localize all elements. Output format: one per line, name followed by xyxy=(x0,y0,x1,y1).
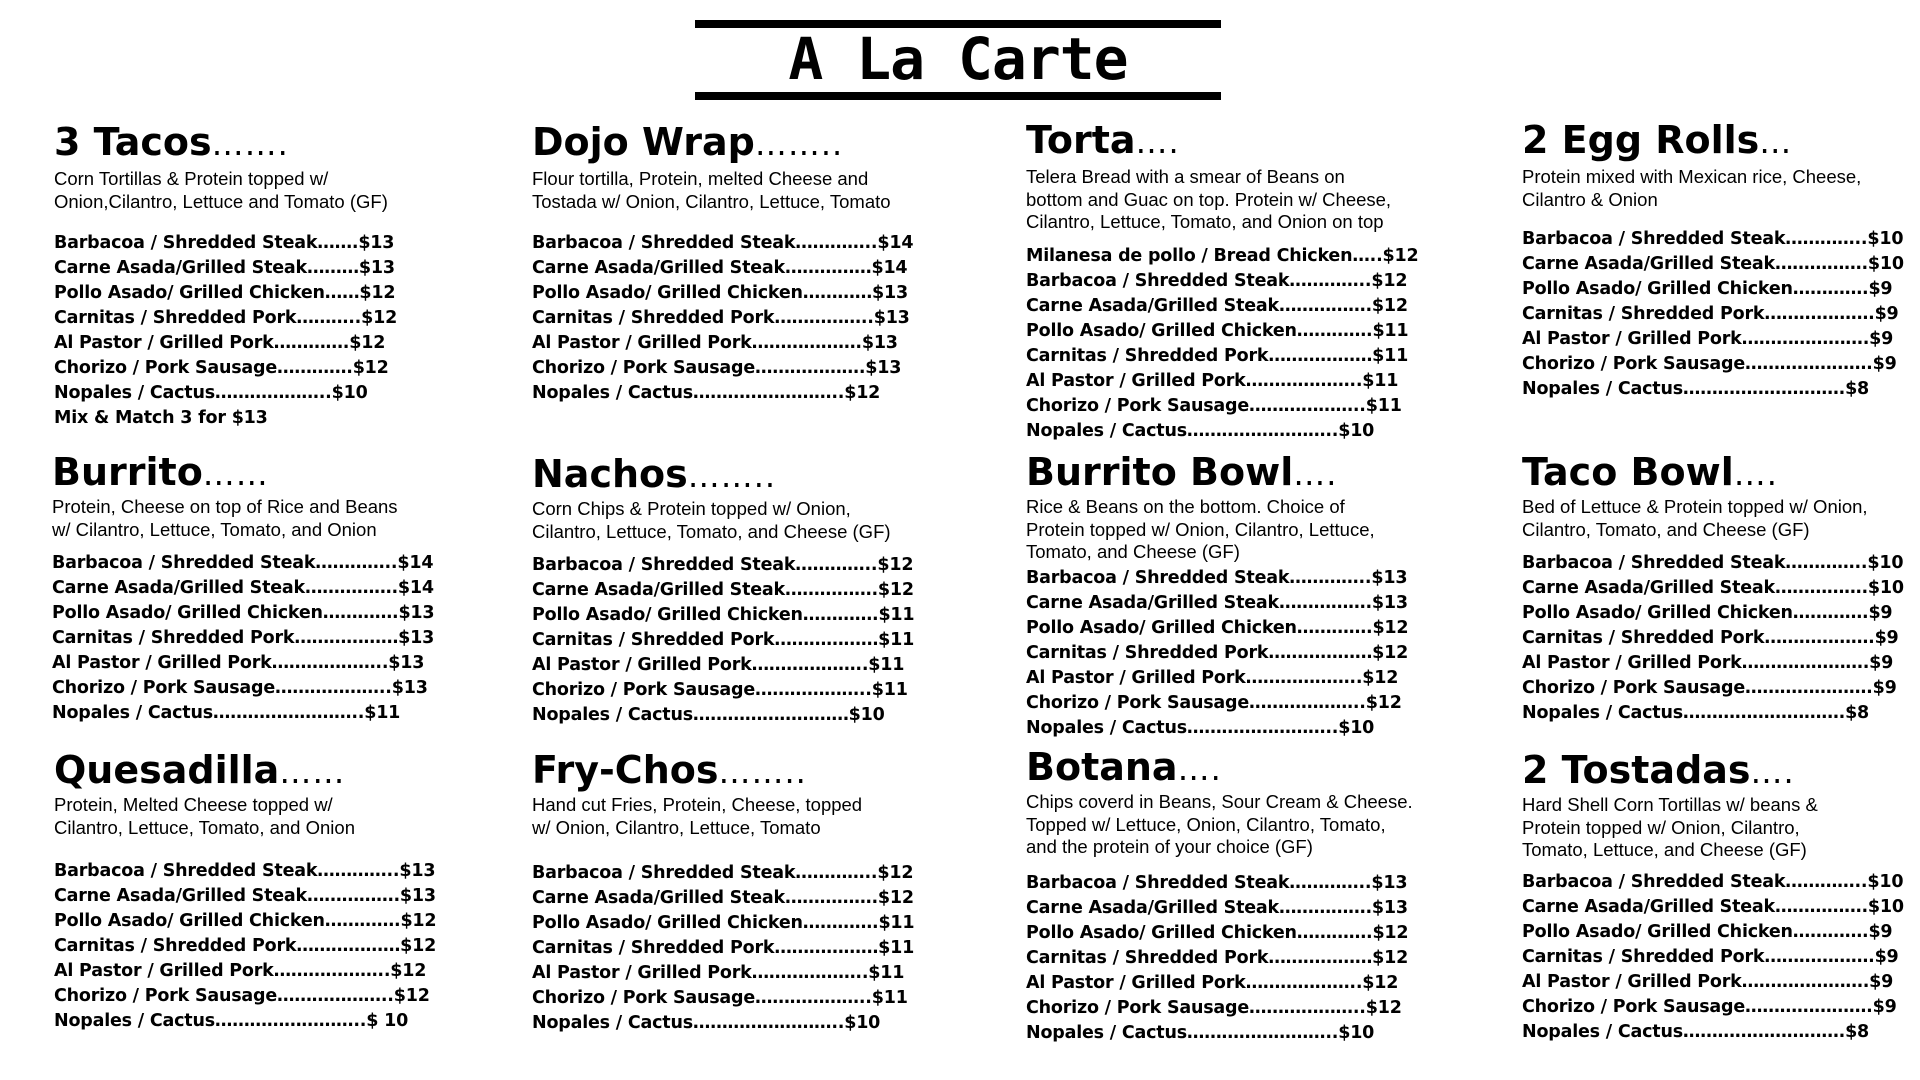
title-dots: …. xyxy=(1733,455,1778,493)
description-line: Protein, Cheese on top of Rice and Beans xyxy=(52,496,398,517)
price-item: Chorizo / Pork Sausage………………….$9 xyxy=(1522,678,1897,698)
title-dots: …….. xyxy=(718,753,807,791)
price-item: Carne Asada/Grilled Steak…………….$10 xyxy=(1522,896,1904,917)
section-description xyxy=(1026,166,1418,234)
price-item: Barbacoa / Shredded Steak…………..$14 xyxy=(532,233,914,253)
menu-section-tostadas xyxy=(1522,748,1904,1045)
section-description xyxy=(1026,791,1413,859)
price-list xyxy=(1026,566,1408,741)
description-line: Corn Tortillas & Protein topped w/ xyxy=(54,168,329,189)
price-item: Pollo Asado/ Grilled Chicken………….$12 xyxy=(1026,617,1409,638)
section-title-text: 3 Tacos xyxy=(54,120,212,164)
section-title xyxy=(1522,748,1904,794)
price-item: Barbacoa / Shredded Steak…………..$14 xyxy=(52,553,434,573)
section-title xyxy=(532,748,914,794)
price-item: Al Pastor / Grilled Pork………………….$9 xyxy=(1522,653,1894,673)
title-dots: …… xyxy=(279,753,346,791)
section-description xyxy=(532,498,914,543)
title-dots: … xyxy=(1759,123,1793,161)
price-item: Nopales / Cactus……………………….$8 xyxy=(1522,703,1870,723)
price-item: Nopales / Cactus……………………..$10 xyxy=(1026,717,1375,738)
price-item: Pollo Asado/ Grilled Chicken………….$9 xyxy=(1522,921,1893,942)
price-item: Chorizo / Pork Sausage………………..$11 xyxy=(532,988,908,1008)
price-item: Barbacoa / Shredded Steak…………..$13 xyxy=(54,861,436,881)
title-dots: …….. xyxy=(754,125,844,163)
price-item: Pollo Asado/ Grilled Chicken……$12 xyxy=(54,283,396,303)
price-item: Carne Asada/Grilled Steak………$13 xyxy=(54,258,395,278)
price-item: Al Pastor / Grilled Pork………………….$9 xyxy=(1522,329,1894,349)
description-line: Tostada w/ Onion, Cilantro, Lettuce, Tomato xyxy=(532,190,891,212)
price-item: Carnitas / Shredded Pork……………….$9 xyxy=(1522,946,1899,967)
menu-section-egg-rolls xyxy=(1522,118,1904,402)
price-item: Chorizo / Pork Sausage………………….$9 xyxy=(1522,996,1897,1017)
title-dots: …….. xyxy=(687,457,777,495)
price-list xyxy=(532,231,913,406)
price-item: Carne Asada/Grilled Steak…………….$14 xyxy=(52,578,434,598)
price-item: Al Pastor / Grilled Pork………….$12 xyxy=(54,333,386,353)
description-line: Bed of Lettuce & Protein topped w/ Onion, xyxy=(1522,496,1868,517)
section-description xyxy=(1522,496,1904,541)
description-line: Tomato, Lettuce, and Cheese (GF) xyxy=(1522,839,1807,860)
price-item: Nopales / Cactus……………………….$8 xyxy=(1522,379,1870,399)
price-item: Nopales / Cactus……………………..$12 xyxy=(532,383,881,403)
price-item: Chorizo / Pork Sausage………………..$12 xyxy=(54,986,430,1006)
price-item: Milanesa de pollo / Bread Chicken…..$12 xyxy=(1026,245,1419,266)
title-dots: …… xyxy=(202,455,269,493)
price-item: Al Pastor / Grilled Pork………………..$12 xyxy=(1026,667,1399,688)
menu-section-burrito-bowl xyxy=(1026,450,1408,741)
price-item: Barbacoa / Shredded Steak…………..$13 xyxy=(1026,567,1408,588)
description-line: Telera Bread with a smear of Beans on xyxy=(1026,166,1345,187)
section-title-text: Quesadilla xyxy=(54,748,280,792)
description-line: Cilantro, Tomato, and Cheese (GF) xyxy=(1522,518,1810,540)
price-item: Pollo Asado/ Grilled Chicken………….$11 xyxy=(1026,320,1409,341)
price-list xyxy=(52,551,434,726)
price-item: Pollo Asado/ Grilled Chicken………….$12 xyxy=(54,911,437,931)
price-item: Carne Asada/Grilled Steak…………….$13 xyxy=(1026,592,1408,613)
section-title xyxy=(1522,450,1904,496)
price-item: Carnitas / Shredded Pork……………….$9 xyxy=(1522,304,1899,324)
price-list xyxy=(1522,227,1904,402)
price-item: Pollo Asado/ Grilled Chicken………….$12 xyxy=(1026,922,1409,943)
price-item: Chorizo / Pork Sausage………………..$12 xyxy=(1026,692,1402,713)
description-line: Rice & Beans on the bottom. Choice of xyxy=(1026,496,1345,517)
price-item: Nopales / Cactus………………..$10 xyxy=(54,383,368,403)
description-line: Topped w/ Lettuce, Onion, Cilantro, Tomato, xyxy=(1026,813,1386,835)
price-item: Carnitas / Shredded Pork………..$12 xyxy=(54,308,398,328)
price-item: Nopales / Cactus……………………..$ 10 xyxy=(54,1011,409,1031)
price-item: Mix & Match 3 for $13 xyxy=(54,408,268,428)
title-dots: …. xyxy=(1293,455,1338,493)
price-list xyxy=(532,861,914,1036)
price-item: Pollo Asado/ Grilled Chicken………….$9 xyxy=(1522,603,1893,623)
section-description xyxy=(1026,496,1408,564)
price-item: Al Pastor / Grilled Pork………………..$11 xyxy=(532,655,905,675)
price-list xyxy=(1522,870,1904,1045)
price-list xyxy=(54,231,397,431)
price-item: Al Pastor / Grilled Pork……………….$13 xyxy=(532,333,898,353)
price-item: Carnitas / Shredded Pork……………..$13 xyxy=(532,308,910,328)
section-description xyxy=(52,496,434,541)
price-list xyxy=(1026,244,1418,444)
description-line: Protein, Melted Cheese topped w/ xyxy=(54,794,333,815)
section-title-text: Nachos xyxy=(532,452,688,496)
price-item: Nopales / Cactus………………………$10 xyxy=(532,705,885,725)
section-title-text: Botana xyxy=(1026,745,1178,789)
page-title: A La Carte xyxy=(695,20,1221,100)
price-item: Chorizo / Pork Sausage………………..$12 xyxy=(1026,997,1402,1018)
price-item: Carne Asada/Grilled Steak…………….$13 xyxy=(1026,897,1408,918)
section-title xyxy=(1026,450,1408,496)
price-item: Nopales / Cactus……………………..$10 xyxy=(1026,420,1375,441)
description-line: Hard Shell Corn Tortillas w/ beans & xyxy=(1522,794,1818,815)
price-list xyxy=(54,859,436,1034)
price-item: Pollo Asado/ Grilled Chicken………….$9 xyxy=(1522,279,1893,299)
menu-section-taco-bowl xyxy=(1522,450,1904,726)
price-item: Carne Asada/Grilled Steak…………….$10 xyxy=(1522,578,1904,598)
price-item: Nopales / Cactus……………………..$10 xyxy=(1026,1022,1375,1043)
price-item: Carnitas / Shredded Pork………………$12 xyxy=(54,936,437,956)
price-item: Barbacoa / Shredded Steak…………..$13 xyxy=(1026,872,1408,893)
section-title-text: Burrito Bowl xyxy=(1026,450,1294,494)
description-line: Flour tortilla, Protein, melted Cheese and xyxy=(532,168,869,189)
menu-section-quesadilla xyxy=(54,748,436,1034)
description-line: Corn Chips & Protein topped w/ Onion, xyxy=(532,498,851,519)
price-item: Carnitas / Shredded Pork………………$12 xyxy=(1026,947,1409,968)
price-item: Carne Asada/Grilled Steak…………….$12 xyxy=(1026,295,1408,316)
price-item: Pollo Asado/ Grilled Chicken…………$13 xyxy=(532,283,908,303)
menu-section-dojo-wrap xyxy=(532,120,913,406)
price-item: Pollo Asado/ Grilled Chicken………….$13 xyxy=(52,603,435,623)
price-item: Barbacoa / Shredded Steak…………..$12 xyxy=(532,555,914,575)
description-line: Cilantro, Lettuce, Tomato, and Onion xyxy=(54,816,355,838)
menu-section-botana xyxy=(1026,745,1413,1046)
price-item: Barbacoa / Shredded Steak…………..$10 xyxy=(1522,553,1904,573)
price-item: Nopales / Cactus……………………..$11 xyxy=(52,703,401,723)
price-item: Barbacoa / Shredded Steak…………..$10 xyxy=(1522,871,1904,892)
price-item: Chorizo / Pork Sausage……………….$13 xyxy=(532,358,902,378)
section-title xyxy=(1026,118,1418,164)
description-line: w/ Onion, Cilantro, Lettuce, Tomato xyxy=(532,816,821,838)
price-item: Carnitas / Shredded Pork………………$12 xyxy=(1026,642,1409,663)
description-line: w/ Cilantro, Lettuce, Tomato, and Onion xyxy=(52,518,377,540)
description-line: Chips coverd in Beans, Sour Cream & Cheese. xyxy=(1026,791,1413,812)
price-item: Carnitas / Shredded Pork………………$11 xyxy=(1026,345,1409,366)
section-title-text: Taco Bowl xyxy=(1522,450,1734,494)
price-item: Carne Asada/Grilled Steak……………$14 xyxy=(532,258,908,278)
price-item: Carne Asada/Grilled Steak…………….$13 xyxy=(54,886,436,906)
description-line: Protein topped w/ Onion, Cilantro, xyxy=(1522,816,1800,838)
section-description xyxy=(54,168,397,213)
section-title xyxy=(52,450,434,496)
menu-section-fry-chos xyxy=(532,748,914,1036)
price-item: Chorizo / Pork Sausage………………..$11 xyxy=(532,680,908,700)
description-line: Cilantro, Lettuce, Tomato, and Onion on top xyxy=(1026,211,1384,232)
price-item: Chorizo / Pork Sausage………………….$9 xyxy=(1522,354,1897,374)
section-title-text: Burrito xyxy=(52,450,203,494)
price-item: Barbacoa / Shredded Steak…….$13 xyxy=(54,233,395,253)
description-line: Cilantro & Onion xyxy=(1522,188,1658,210)
title-dots: …. xyxy=(1135,123,1180,161)
price-item: Barbacoa / Shredded Steak…………..$12 xyxy=(532,863,914,883)
section-title-text: 2 Tostadas xyxy=(1522,748,1751,792)
price-item: Carne Asada/Grilled Steak…………….$12 xyxy=(532,888,914,908)
menu-section-torta xyxy=(1026,118,1418,444)
price-item: Carnitas / Shredded Pork……………….$9 xyxy=(1522,628,1899,648)
section-title xyxy=(1522,118,1904,164)
section-description xyxy=(1522,794,1904,862)
price-item: Chorizo / Pork Sausage………………..$13 xyxy=(52,678,428,698)
price-item: Al Pastor / Grilled Pork………………..$11 xyxy=(1026,370,1399,391)
description-line: Tomato, and Cheese (GF) xyxy=(1026,541,1240,562)
price-item: Al Pastor / Grilled Pork………………..$12 xyxy=(54,961,427,981)
section-title-text: Fry-Chos xyxy=(532,748,719,792)
price-list xyxy=(1026,871,1413,1046)
description-line: Onion,Cilantro, Lettuce and Tomato (GF) xyxy=(54,190,388,212)
description-line: Protein topped w/ Onion, Cilantro, Lettuce, xyxy=(1026,518,1375,540)
price-item: Al Pastor / Grilled Pork………………..$11 xyxy=(532,963,905,983)
title-dots: …. xyxy=(1177,750,1222,788)
price-item: Carnitas / Shredded Pork………………$11 xyxy=(532,630,915,650)
section-title xyxy=(54,120,397,166)
section-description xyxy=(54,794,436,839)
section-description xyxy=(1522,166,1904,211)
price-item: Barbacoa / Shredded Steak…………..$12 xyxy=(1026,270,1408,291)
description-line: Protein mixed with Mexican rice, Cheese, xyxy=(1522,166,1862,187)
price-item: Pollo Asado/ Grilled Chicken………….$11 xyxy=(532,913,915,933)
price-item: Carnitas / Shredded Pork………………$11 xyxy=(532,938,915,958)
price-item: Barbacoa / Shredded Steak…………..$10 xyxy=(1522,229,1904,249)
section-title xyxy=(54,748,436,794)
price-item: Pollo Asado/ Grilled Chicken………….$11 xyxy=(532,605,915,625)
description-line: Hand cut Fries, Protein, Cheese, topped xyxy=(532,794,863,815)
section-title-text: Dojo Wrap xyxy=(532,120,755,164)
price-item: Al Pastor / Grilled Pork………………….$9 xyxy=(1522,971,1894,992)
price-item: Chorizo / Pork Sausage………………..$11 xyxy=(1026,395,1402,416)
price-item: Al Pastor / Grilled Pork………………..$13 xyxy=(52,653,425,673)
section-title-text: 2 Egg Rolls xyxy=(1522,118,1760,162)
section-description xyxy=(532,168,913,213)
price-item: Carnitas / Shredded Pork………………$13 xyxy=(52,628,435,648)
title-dots: ……. xyxy=(211,125,289,163)
price-item: Carne Asada/Grilled Steak…………….$10 xyxy=(1522,254,1904,274)
section-title-text: Torta xyxy=(1026,118,1136,162)
price-list xyxy=(532,553,914,728)
menu-section-burrito xyxy=(52,450,434,726)
price-list xyxy=(1522,551,1904,726)
menu-section-tacos xyxy=(54,120,397,431)
menu-section-nachos xyxy=(532,452,914,728)
section-title xyxy=(532,120,913,166)
section-title xyxy=(532,452,914,498)
price-item: Nopales / Cactus……………………..$10 xyxy=(532,1013,881,1033)
section-title xyxy=(1026,745,1413,791)
section-description xyxy=(532,794,914,839)
description-line: bottom and Guac on top. Protein w/ Cheese, xyxy=(1026,188,1392,210)
price-item: Carne Asada/Grilled Steak…………….$12 xyxy=(532,580,914,600)
title-dots: …. xyxy=(1750,753,1795,791)
description-line: Cilantro, Lettuce, Tomato, and Cheese (GF) xyxy=(532,520,891,542)
price-item: Chorizo / Pork Sausage………….$12 xyxy=(54,358,389,378)
description-line: and the protein of your choice (GF) xyxy=(1026,836,1313,857)
price-item: Al Pastor / Grilled Pork………………..$12 xyxy=(1026,972,1399,993)
price-item: Nopales / Cactus……………………….$8 xyxy=(1522,1021,1870,1042)
